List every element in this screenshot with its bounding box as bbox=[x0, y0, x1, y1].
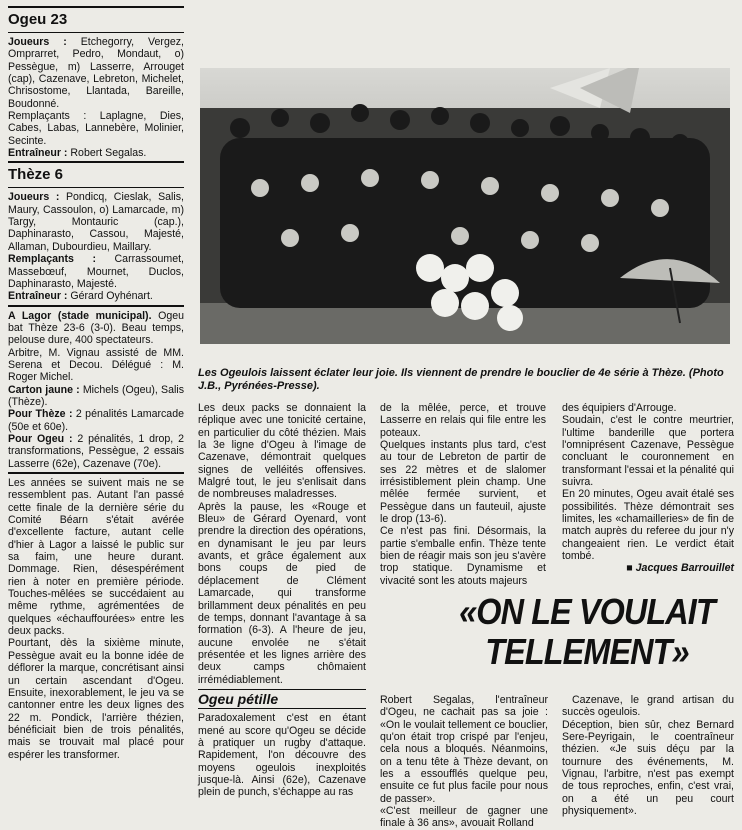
ogeu-remplacants: Remplaçants : Laplagne, Dies, Cabes, Labas, Lannebère, Molinier, Secinte. bbox=[8, 110, 184, 147]
match-carton: Carton jaune : Michels (Ogeu), Salis (Thèze). bbox=[8, 383, 184, 408]
sidebar-headline: «ON LE VOULAIT TELLEMENT» bbox=[459, 591, 715, 672]
theze-joueurs: Joueurs : Pondicq, Cieslak, Salis, Maury, Cassoulon, o) Lamarcade, m) Targy, Montauric (cap.), Daphinarasto, Cassou, Majesté, Allaman, Dubourdieu, Maillary. bbox=[8, 191, 185, 253]
byline: ■ Jacques Barrouillet bbox=[626, 562, 734, 575]
ogeu-title: Ogeu 23 bbox=[8, 11, 68, 28]
ogeu-joueurs: Joueurs : Etchegorry, Vergez, Omprarret, Pedro, Mondaut, o) Pessègue, m) Lasserre, Arrouget (cap), Cazenave, Lebreton, Michelet, Chrisostome, Llantada, Bareille, Boudonné. bbox=[8, 36, 184, 110]
theze-remplacants: Remplaçants : Carrassoumet, Massebœuf, Mournet, Duclos, Daphinarasto, Majesté. bbox=[8, 253, 184, 290]
match-theze-points: Pour Thèze : 2 pénalités Lamarcade (50e et 60e). bbox=[8, 408, 184, 433]
match-venue: A Lagor (stade municipal). Ogeu bat Thèze 23-6 (3-0). Beau temps, pelouse dure, 400 spectateurs. bbox=[8, 309, 184, 347]
ogeu-entraineur: Entraîneur : Robert Segalas. bbox=[8, 147, 147, 160]
match-arbitre: Arbitre, M. Vignau assisté de MM. Serena et Decou. Délégué : M. Roger Michel. bbox=[8, 346, 184, 384]
article-column-1: Les années se suivent mais ne se ressemblent pas. Autant l'an passé cette finale de la dernière série du Comité Béarn s'était avérée d'excellente facture, autant celle d'hier à Lagor a laissé le public sur sa faim, une heure durant. Dommage. Rien, désespérément rien à noter en première période. Touches-mêlées se succédaient au même rythme, agrémentées de quelques «échauffourées» entre les deux packs. Pourtant, dès la sixième minute, Pessègue avait eu la bonne idée de déflorer la marque, concrétisant ainsi un certain ascendant d'Ogeu. Ensuite, inexorablement, le jeu va se cantonner entre les deux lignes des 22 m. Pondick, l'arrière thézien, bénéficiait bien de trois pénalités, mais se trouvait mal placé pour espérer les transformer. bbox=[8, 477, 184, 761]
photo-caption: Les Ogeulois laissent éclater leur joie. Ils viennent de prendre le bouclier de 4e série à Thèze. (Photo J.B., Pyrénées-Presse). bbox=[198, 367, 724, 392]
article-column-4: des équipiers d'Arrouge. Soudain, c'est le contre meurtrier, l'ultime banderille que portera l'omniprésent Cazenave, Pessègue concluant le couronnement en transformant l'essai et la pénalité qui suivra. En 20 minutes, Ogeu avait étalé ses possibilités. Thèze démontrait ses limites, les «chamailleries» de fin de match auprès du referee du jour n'y changeaient rien. Le verdict était tombé. ■ Jacques Barrouillet bbox=[562, 402, 734, 575]
team-sheet-column bbox=[8, 4, 184, 761]
top-rule bbox=[8, 6, 184, 8]
team-celebration-photo bbox=[200, 68, 730, 344]
match-ogeu-points: Pour Ogeu : 2 pénalités, 1 drop, 2 transformations, Pessègue, 2 essais Lasserre (62e), Cazenave (70e). bbox=[8, 432, 185, 470]
theze-title: Thèze 6 bbox=[8, 166, 64, 184]
photo-image bbox=[200, 68, 730, 344]
sidebar-column-right: Cazenave, le grand artisan du succès ogeulois. Déception, bien sûr, chez Bernard Sere-Peyrigain, le coentraîneur thézien. «Je suis déçu par la tournure des événements, M. Vignau, l'arbitre, n'est pas exempt de tous reproches, enfin, c'est vrai, on a été un peu court physiquement». bbox=[562, 694, 734, 818]
article-column-2: Les deux packs se donnaient la réplique avec une tonicité certaine, en particulier du côté thézien. Mais la 3e ligne d'Ogeu à l'image de Cazenave, démontrait quelques signes de velléités offensives. Malgré tout, le jeu s'enlisait dans de nombreuses maladresses. Après la pause, les «Rouge et Bleu» de Gérard Oyenard, vont prendre la direction des opérations, en dynamisant le jeu par leurs avants, et grâce également aux bons coups de pied de déplacement de Clément Lamarcade, qui transforme brillamment deux pénalités en peu de temps, donnant l'avantage à sa formation (6-3). A l'heure de jeu, aucune envolée ne s'était présentée et les lignes arrière des deux camps chômaient irrémédiablement. Ogeu pétille Paradoxalement c'est en étant mené au score qu'Ogeu se décide à pratiquer un rugby d'attaque. Rapidement, l'on découvre des moyens ogeulois inexploités jusque-là. Ainsi (62e), Cazenave plein de punch, s'échappe au ras bbox=[198, 402, 366, 799]
theze-entraineur: Entraîneur : Gérard Oyhénart. bbox=[8, 290, 153, 303]
sidebar-column-left: Robert Segalas, l'entraîneur d'Ogeu, ne cachait pas sa joie : «On le voulait tellement ce bouclier, qu'on était trop crispé par l'enjeu, cela nous a bloqués. Néanmoins, on a tenu tête à Thèze devant, on les a essoufflés quelque peu, ensuite ce fut plus facile pour nous de passer». «C'est meilleur de gagner une finale à 36 ans», avouait Rolland bbox=[380, 694, 548, 830]
article-column-3: de la mêlée, perce, et trouve Lasserre en relais qui file entre les poteaux. Quelques instants plus tard, c'est au tour de Lebreton de partir de ses 22 mètres et de slalomer irrésistiblement plein champ. Une mêlée fermée survient, et Pessègue dans un fauteuil, ajuste le drop (13-6). Ce n'est pas fini. Désormais, la partie s'emballe enfin. Thèze tente bien de réagir mais son jeu s'avère trop statique. Dynamisme et vivacité sont les atouts majeurs bbox=[380, 402, 546, 587]
subhead: Ogeu pétille bbox=[198, 690, 279, 707]
